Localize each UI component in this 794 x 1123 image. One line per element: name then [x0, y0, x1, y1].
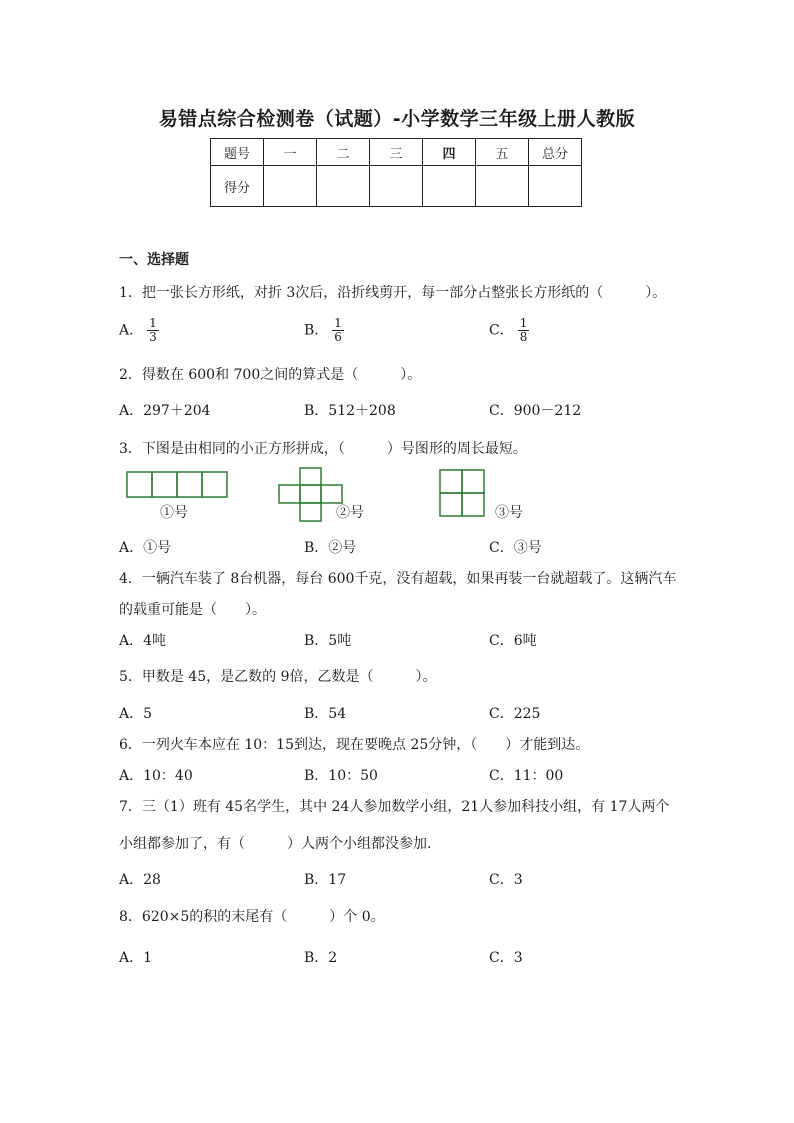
score-header-cell: 总分 — [529, 139, 582, 166]
fraction-numerator: 1 — [334, 316, 342, 330]
score-header-cell: 二 — [317, 139, 370, 166]
question-1-option-b[interactable] — [304, 317, 344, 344]
figure-2-label: ②号 — [336, 505, 364, 521]
question-2-option-b[interactable]: B．512＋208 — [304, 403, 396, 419]
question-1-text: 1．把一张长方形纸，对折 3次后，沿折线剪开，每一部分占整张长方形纸的（ ）。 — [119, 285, 667, 301]
fraction — [332, 317, 344, 344]
fraction-denominator: 6 — [334, 330, 342, 344]
question-1-option-a[interactable] — [119, 317, 159, 344]
figure-2-cross-of-squares — [278, 467, 344, 522]
figure-1-row-of-squares — [126, 471, 230, 499]
figure-3-square-of-squares — [439, 469, 487, 519]
fraction-numerator: 1 — [519, 316, 528, 330]
question-5-option-c[interactable]: C．225 — [489, 706, 541, 722]
question-2-option-a[interactable]: A．297＋204 — [119, 403, 211, 419]
question-3-text: 3．下图是由相同的小正方形拼成，（ ）号图形的周长最短。 — [119, 441, 527, 457]
score-row-label: 得分 — [211, 166, 264, 207]
section-title: 一、选择题 — [119, 252, 189, 268]
question-5-option-a[interactable]: A．5 — [119, 706, 153, 722]
fraction-denominator: 8 — [519, 330, 528, 344]
score-header-cell: 五 — [476, 139, 529, 166]
question-4-text-line-1: 4．一辆汽车装了 8台机器，每台 600千克，没有超载，如果再装一台就超载了。这辆汽车 — [119, 571, 677, 587]
question-4-option-b[interactable]: B．5吨 — [304, 633, 352, 649]
question-4-option-c[interactable]: C．6吨 — [489, 633, 537, 649]
fraction-numerator: 1 — [149, 316, 157, 330]
question-6-option-a[interactable]: A．10：40 — [119, 768, 193, 784]
question-6-option-b[interactable]: B．10：50 — [304, 768, 378, 784]
question-3-option-b[interactable]: B．②号 — [304, 540, 357, 556]
question-7-option-b[interactable]: B．17 — [304, 872, 347, 888]
option-letter: B． — [304, 322, 329, 339]
score-cell[interactable] — [476, 166, 529, 207]
score-cell[interactable] — [423, 166, 476, 207]
question-8-option-c[interactable]: C．3 — [489, 950, 523, 966]
option-letter: C． — [489, 322, 514, 339]
question-5-text: 5．甲数是 45，是乙数的 9倍，乙数是（ ）。 — [119, 669, 437, 685]
figure-1-label: ①号 — [160, 505, 188, 521]
figure-3-label: ③号 — [495, 505, 523, 521]
fraction — [518, 317, 530, 344]
page-title: 易错点综合检测卷（试题）-小学数学三年级上册人教版 — [158, 108, 636, 130]
question-8-option-a[interactable]: A．1 — [119, 950, 153, 966]
question-1-option-c[interactable] — [489, 317, 529, 344]
score-header-cell: 一 — [264, 139, 317, 166]
score-cell[interactable] — [529, 166, 582, 207]
question-8-option-b[interactable]: B．2 — [304, 950, 338, 966]
score-table-header-row — [211, 139, 582, 166]
question-4-text-line-2: 的载重可能是（ ）。 — [119, 602, 266, 618]
question-2-option-c[interactable]: C．900－212 — [489, 403, 582, 419]
question-8-text: 8．620×5的积的末尾有（ ）个 0。 — [119, 909, 385, 925]
score-cell[interactable] — [317, 166, 370, 207]
question-3-option-a[interactable]: A．①号 — [119, 540, 172, 556]
question-6-text: 6．一列火车本应在 10：15到达，现在要晚点 25分钟，（ ）才能到达。 — [119, 737, 590, 753]
question-6-option-c[interactable]: C．11：00 — [489, 768, 564, 784]
score-header-cell: 题号 — [211, 139, 264, 166]
question-2-text: 2．得数在 600和 700之间的算式是（ ）。 — [119, 367, 422, 383]
score-header-cell: 三 — [370, 139, 423, 166]
question-7-option-c[interactable]: C．3 — [489, 872, 523, 888]
score-table-score-row — [211, 166, 582, 207]
question-5-option-b[interactable]: B．54 — [304, 706, 347, 722]
score-table — [210, 138, 582, 207]
option-letter: A． — [119, 322, 144, 339]
question-4-option-a[interactable]: A．4吨 — [119, 633, 167, 649]
score-cell[interactable] — [370, 166, 423, 207]
score-cell[interactable] — [264, 166, 317, 207]
question-7-option-a[interactable]: A．28 — [119, 872, 161, 888]
question-7-text-line-2: 小组都参加了，有（ ）人两个小组都没参加. — [119, 836, 432, 852]
question-3-option-c[interactable]: C．③号 — [489, 540, 542, 556]
score-header-cell: 四 — [423, 139, 476, 166]
fraction-denominator: 3 — [149, 330, 157, 344]
question-7-text-line-1: 7．三（1）班有 45名学生，其中 24人参加数学小组，21人参加科技小组，有 17人两个 — [119, 799, 670, 815]
fraction — [147, 317, 159, 344]
